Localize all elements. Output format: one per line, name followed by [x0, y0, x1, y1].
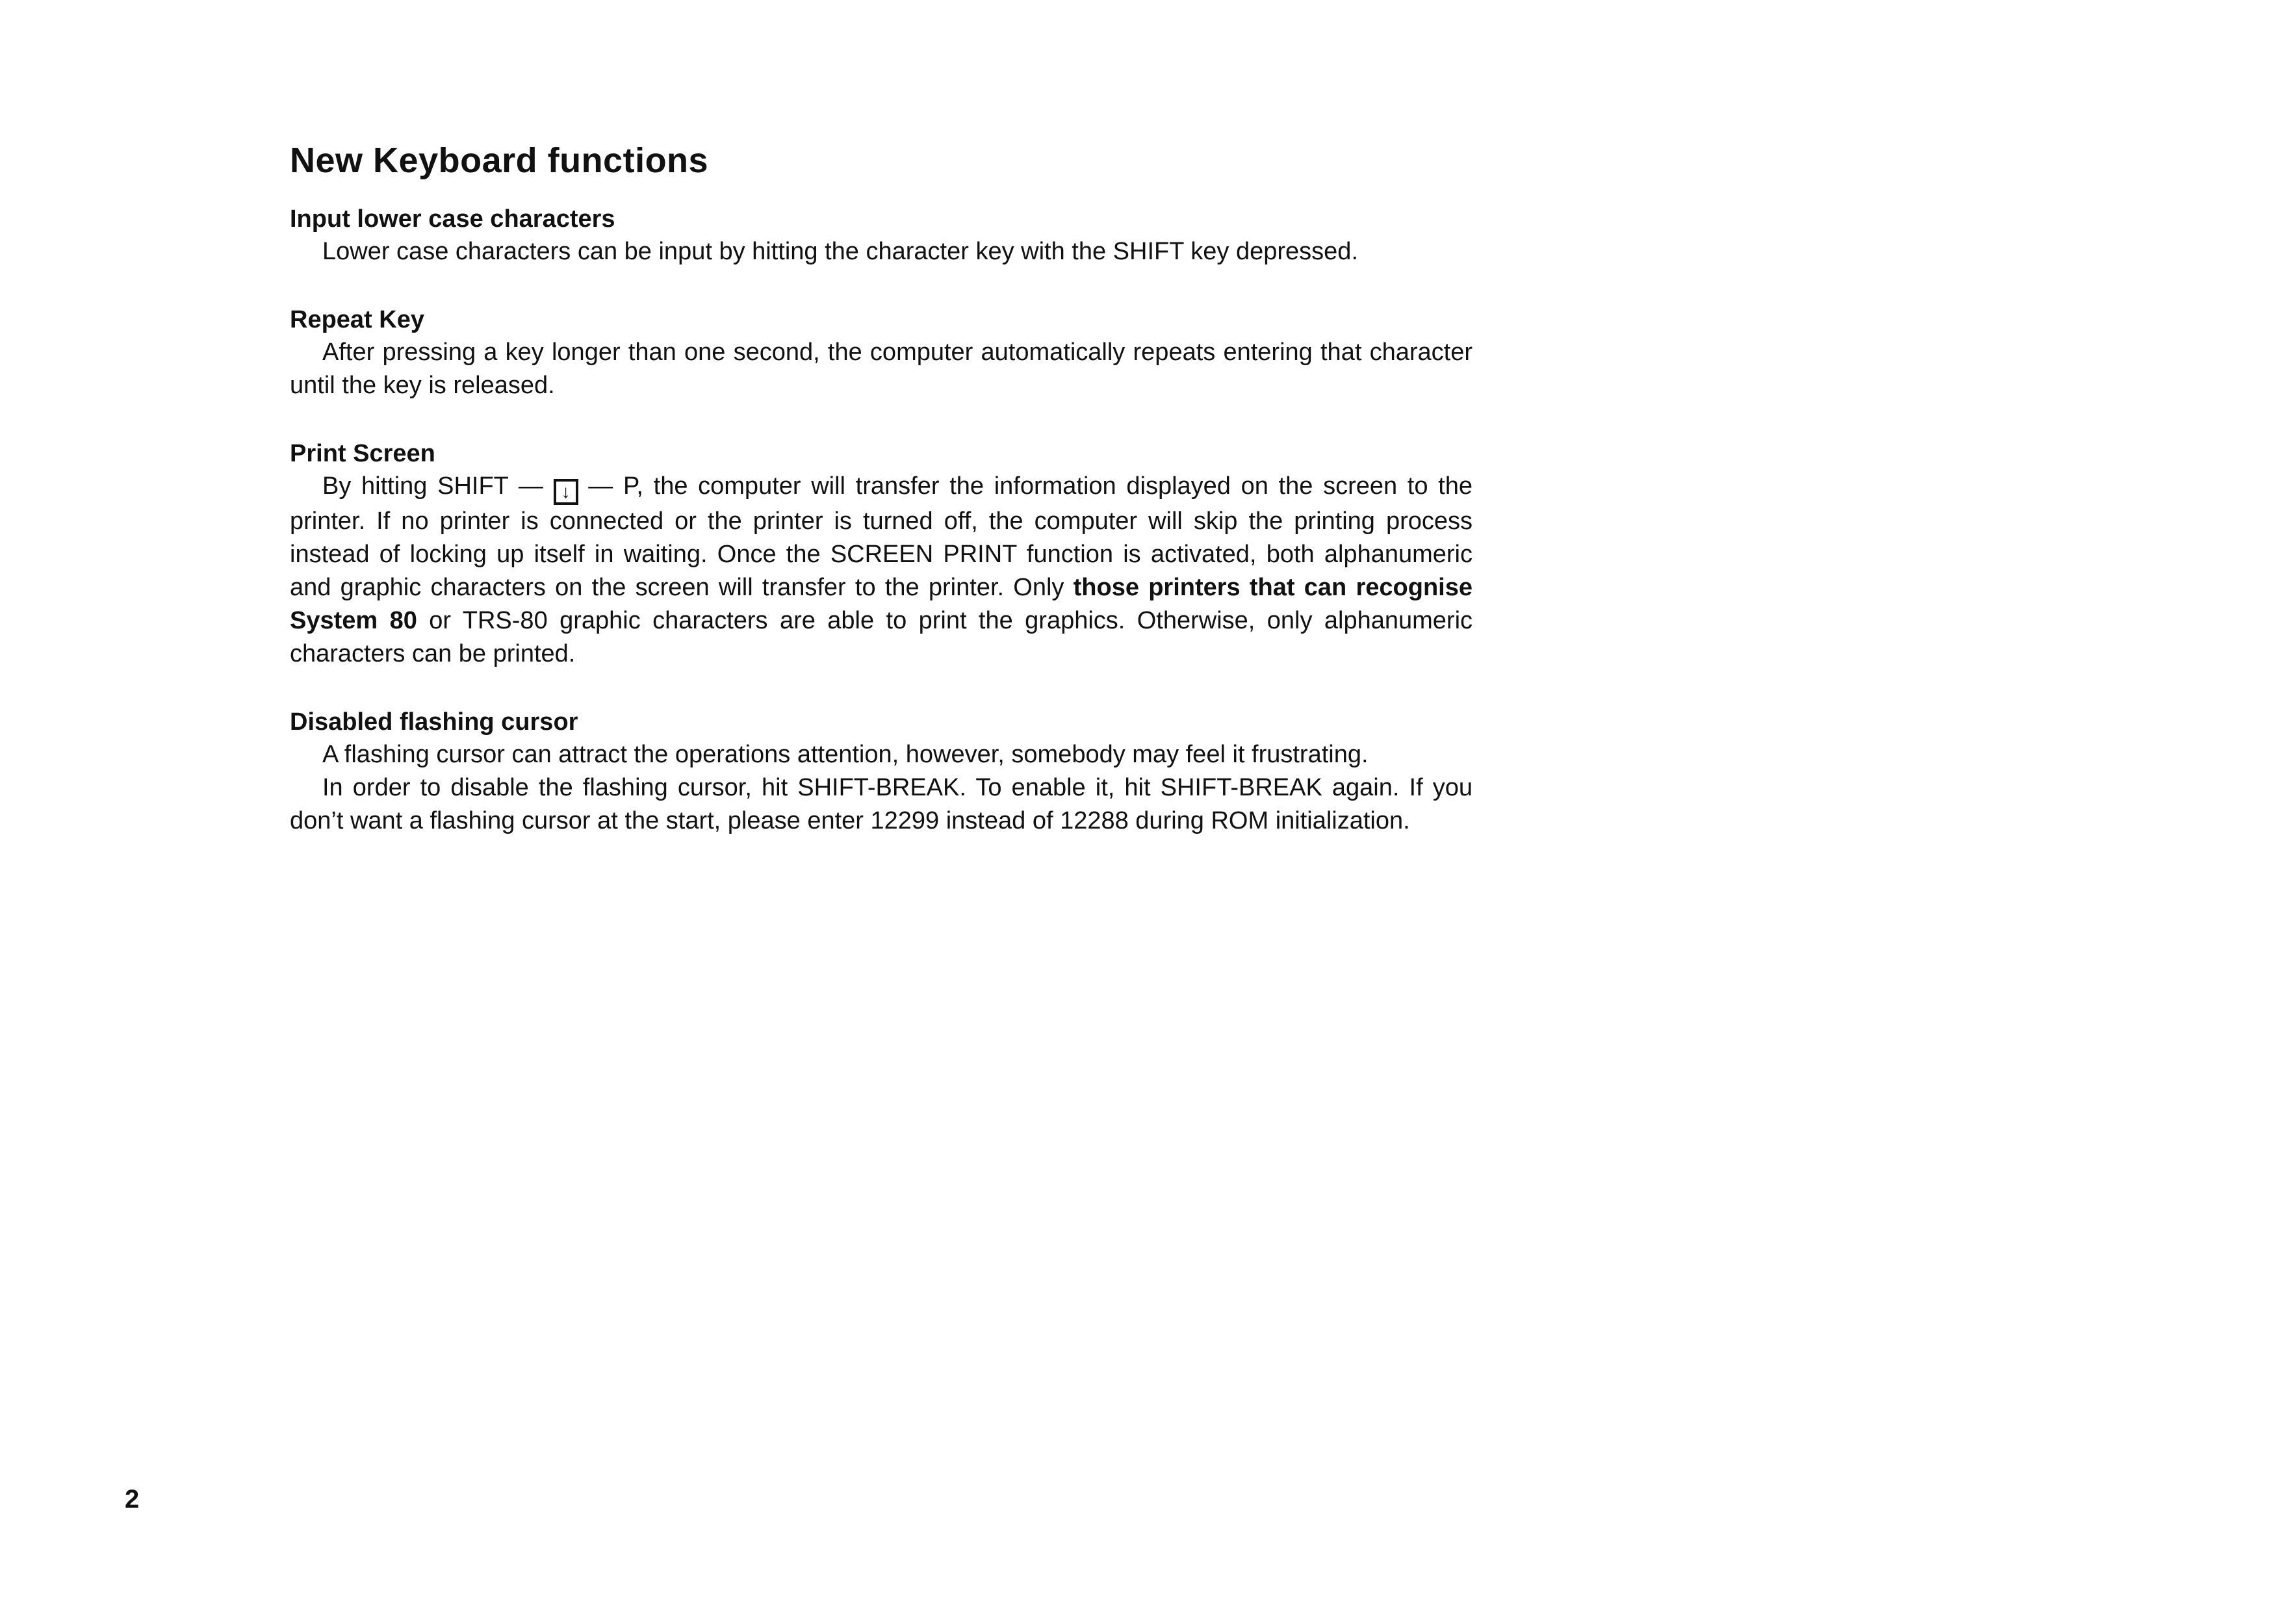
- text-run: — P, the computer will transfer the information displayed on the screen to the printer. If no printer is connected or the printer is turned off, the computer will skip the printing process instead of locking up itself in waiting. Once the SCREEN PRINT function is activated, both alphanumeric and graphic characters on the screen will transfer to the printer. Only: [290, 472, 1473, 601]
- section-disabled-flashing-cursor: [290, 706, 1473, 838]
- section-paragraph: Lower case characters can be input by hitting the character key with the SHIFT key depressed.: [322, 238, 1358, 265]
- text-run: or TRS-80 graphic characters are able to print the graphics. Otherwise, only alphanumeric characters can be printed.: [290, 607, 1473, 667]
- section-paragraph: In order to disable the flashing cursor, hit SHIFT-BREAK. To enable it, hit SHIFT-BREAK again. If you don’t want a flashing cursor at the start, please enter 12299 instead of 12288 during ROM initialization.: [290, 774, 1473, 834]
- section-heading: Input lower case characters: [290, 205, 615, 233]
- section-paragraph: [290, 470, 1473, 671]
- bold-text-run: those printers that can recognise System 80: [290, 574, 1473, 634]
- section-heading: Repeat Key: [290, 306, 424, 333]
- section-input-lower-case: [290, 203, 1473, 268]
- section-repeat-key: [290, 303, 1473, 402]
- page-title: New Keyboard functions: [290, 141, 709, 180]
- text-run: By hitting SHIFT —: [322, 472, 554, 500]
- section-paragraph: After pressing a key longer than one second, the computer automatically repeats entering that character until the key is released.: [290, 339, 1473, 399]
- section-print-screen: [290, 437, 1473, 671]
- page-number: 2: [125, 1485, 140, 1514]
- section-paragraph: A flashing cursor can attract the operations attention, however, somebody may feel it frustrating.: [322, 741, 1369, 768]
- down-arrow-key-icon: ↓: [554, 479, 578, 505]
- section-heading: Disabled flashing cursor: [290, 708, 578, 736]
- page-content: [290, 138, 1473, 873]
- section-heading: Print Screen: [290, 440, 435, 467]
